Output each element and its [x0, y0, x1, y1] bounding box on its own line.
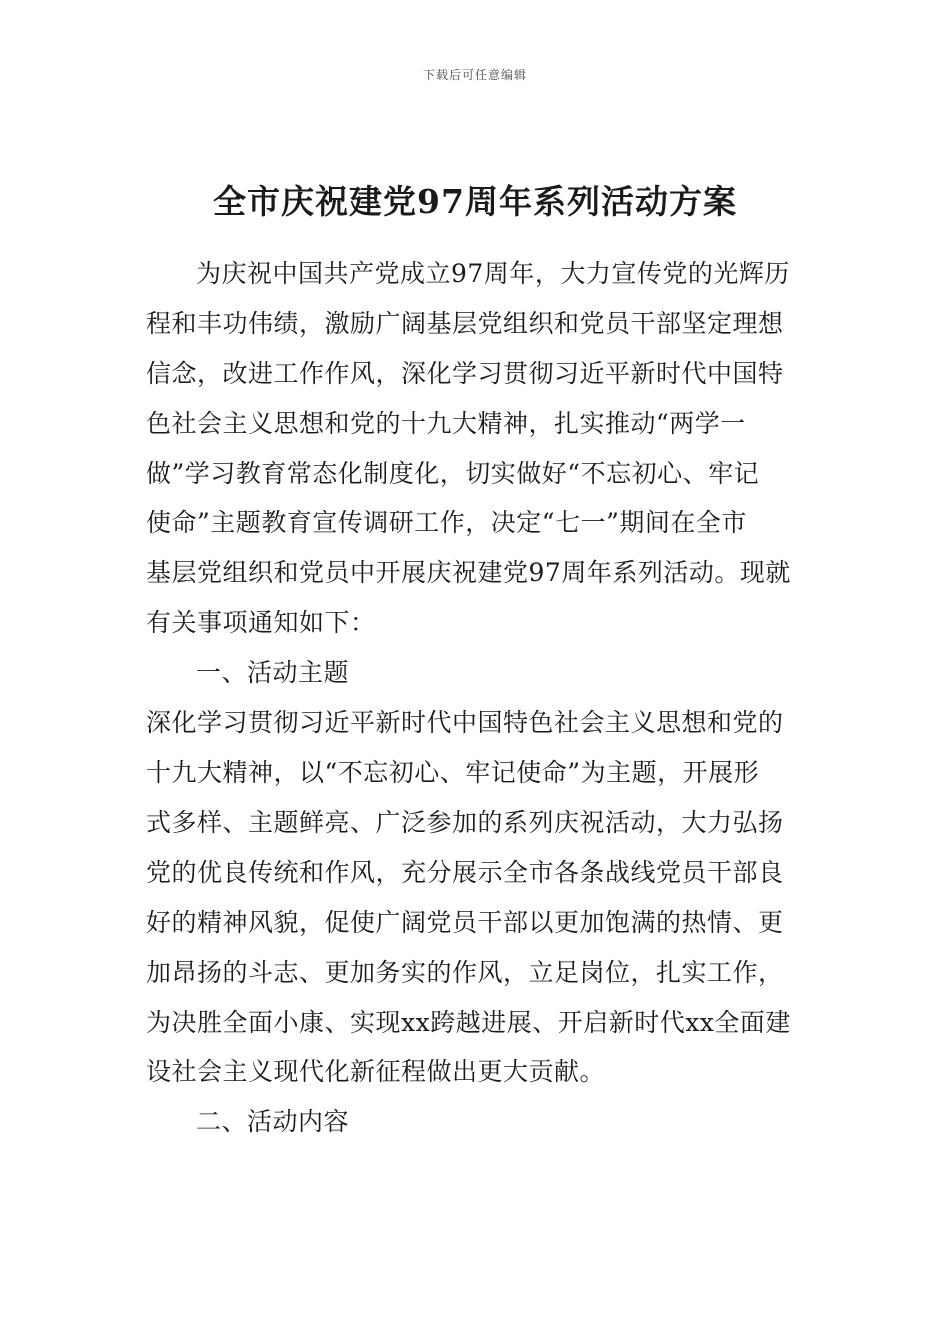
section-heading-theme: 一、活动主题 [196, 658, 350, 687]
header-note: 下载后可任意编辑 [422, 68, 527, 82]
intro-line: 使命”主题教育宣传调研工作，决定“七一”期间在全市 [146, 508, 747, 537]
theme-line: 式多样、主题鲜亮、广泛参加的系列庆祝活动，大力弘扬 [146, 808, 784, 837]
theme-line: 加昂扬的斗志、更加务实的作风，立足岗位，扎实工作， [146, 958, 784, 987]
intro-line: 做”学习教育常态化制度化，切实做好“不忘初心、牢记 [146, 459, 760, 488]
document-title: 全市庆祝建党97周年系列活动方案 [213, 182, 737, 221]
intro-line: 为庆祝中国共产党成立97周年，大力宣传党的光辉历 [196, 259, 790, 288]
theme-line: 党的优良传统和作风，充分展示全市各条战线党员干部良 [146, 858, 784, 887]
intro-line: 程和丰功伟绩，激励广阔基层党组织和党员干部坚定理想 [146, 309, 784, 338]
theme-line: 深化学习贯彻习近平新时代中国特色社会主义思想和党的 [146, 708, 784, 737]
intro-line: 色社会主义思想和党的十九大精神，扎实推动“两学一 [146, 409, 746, 438]
theme-line: 十九大精神，以“不忘初心、牢记使命”为主题，开展形 [146, 758, 760, 787]
intro-line: 信念，改进工作作风，深化学习贯彻习近平新时代中国特 [146, 359, 784, 388]
theme-line: 为决胜全面小康、实现xx跨越进展、开启新时代xx全面建 [146, 1008, 791, 1037]
intro-line: 基层党组织和党员中开展庆祝建党97周年系列活动。现就 [146, 558, 791, 587]
intro-line: 有关事项通知如下： [146, 608, 376, 637]
section-heading-content: 二、活动内容 [196, 1107, 350, 1136]
theme-line: 设社会主义现代化新征程做出更大贡献。 [146, 1057, 606, 1086]
theme-line: 好的精神风貌，促使广阔党员干部以更加饱满的热情、更 [146, 908, 784, 937]
